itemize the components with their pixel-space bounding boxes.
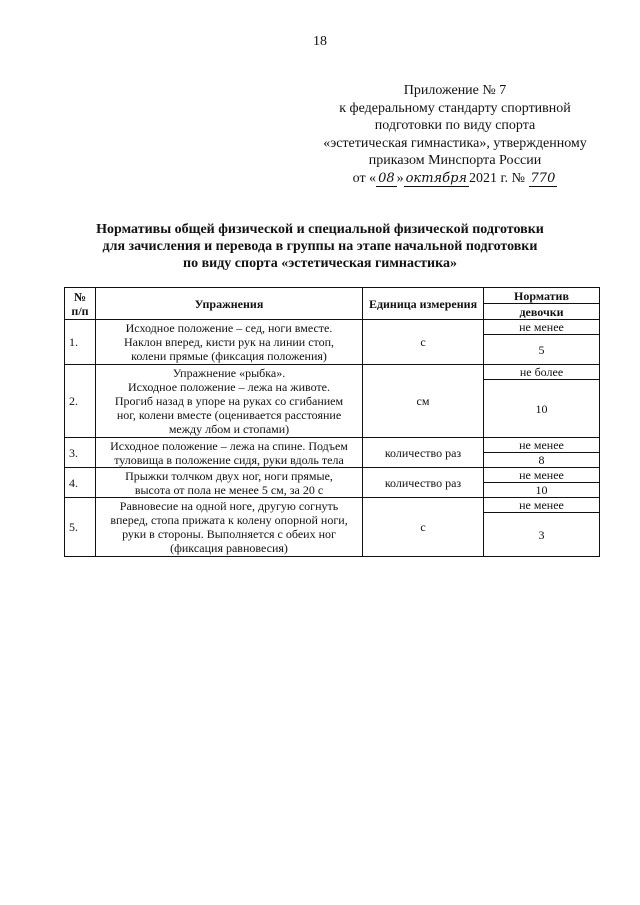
- exercise-line: туловища в положение сидя, руки вдоль тела: [114, 452, 344, 467]
- row-value: 10: [484, 483, 600, 498]
- row-num: 5.: [65, 498, 96, 557]
- document-title: [60, 221, 580, 272]
- exercise-line: высота от пола не менее 5 см, за 20 с: [134, 482, 324, 497]
- row-qualifier: не менее: [484, 498, 600, 513]
- row-qualifier: не менее: [484, 468, 600, 483]
- appendix-line: к федеральному стандарту спортивной: [339, 100, 571, 116]
- row-exercise: [96, 468, 363, 498]
- row-unit: количество раз: [363, 468, 484, 498]
- row-exercise: [96, 438, 363, 468]
- row-qualifier: не более: [484, 365, 600, 380]
- page-number: 18: [313, 34, 327, 49]
- row-exercise: [96, 365, 363, 438]
- title-line: по виду спорта «эстетическая гимнастика»: [183, 256, 457, 271]
- handwritten-month: октября: [405, 170, 467, 186]
- appendix-line: «эстетическая гимнастика», утвержденному: [323, 135, 587, 151]
- appendix-line: Приложение № 7: [403, 83, 507, 98]
- row-qualifier: не менее: [484, 438, 600, 453]
- exercise-line: руки в стороны. Выполняется с обеих ног: [122, 527, 336, 541]
- exercise-line: вперед, стопа прижата к колену опорной ноги,: [110, 513, 348, 527]
- header-num: № п/п: [65, 288, 96, 320]
- title-line: Нормативы общей физической и специальной физической подготовки: [96, 222, 544, 237]
- order-date-line: [300, 170, 610, 188]
- row-value: 3: [484, 513, 600, 557]
- row-unit: с: [363, 498, 484, 557]
- date-year: 2021 г. №: [469, 170, 526, 186]
- exercise-line: Упражнение «рыбка».: [172, 366, 286, 380]
- handwritten-order-number: 770: [530, 170, 556, 186]
- appendix-header: [300, 82, 610, 187]
- row-qualifier: не менее: [484, 320, 600, 335]
- appendix-line: приказом Минспорта России: [368, 153, 542, 168]
- exercise-line: между лбом и стопами): [168, 422, 290, 436]
- exercise-line: Исходное положение – лежа на спине. Подъем: [110, 438, 348, 453]
- exercise-line: Наклон вперед, кисти рук на линии стоп,: [123, 335, 335, 349]
- exercise-line: колени прямые (фиксация положения): [131, 349, 327, 363]
- row-unit: см: [363, 365, 484, 438]
- header-exercise: Упражнения: [96, 288, 363, 320]
- exercise-line: (фиксация равновесия): [170, 541, 288, 555]
- row-unit: с: [363, 320, 484, 365]
- date-prefix: от «: [352, 170, 377, 186]
- header-girls: девочки: [484, 304, 600, 320]
- appendix-line: подготовки по виду спорта: [374, 118, 536, 133]
- row-value: 8: [484, 453, 600, 468]
- title-line: для зачисления и перевода в группы на этапе начальной подготовки: [102, 239, 538, 254]
- row-unit: количество раз: [363, 438, 484, 468]
- row-value: 10: [484, 380, 600, 438]
- handwritten-day: 08: [378, 170, 395, 186]
- row-num: 3.: [65, 438, 96, 468]
- exercise-line: ног, колени вместе (оценивается расстояние: [116, 408, 342, 422]
- row-exercise: [96, 320, 363, 365]
- row-num: 2.: [65, 365, 96, 438]
- row-num: 1.: [65, 320, 96, 365]
- row-value: 5: [484, 335, 600, 365]
- header-unit: Единица измерения: [363, 288, 484, 320]
- date-mid: »: [396, 170, 404, 186]
- exercise-line: Равновесие на одной ноге, другую согнуть: [119, 499, 339, 513]
- exercise-line: Прогиб назад в упоре на руках со сгибанием: [114, 394, 344, 408]
- row-num: 4.: [65, 468, 96, 498]
- exercise-line: Исходное положение – сед, ноги вместе.: [125, 321, 333, 335]
- exercise-line: Исходное положение – лежа на животе.: [127, 380, 330, 394]
- header-norm: Норматив: [484, 288, 600, 304]
- norms-table: [64, 287, 600, 557]
- exercise-line: Прыжки толчком двух ног, ноги прямые,: [125, 468, 333, 483]
- row-exercise: [96, 498, 363, 557]
